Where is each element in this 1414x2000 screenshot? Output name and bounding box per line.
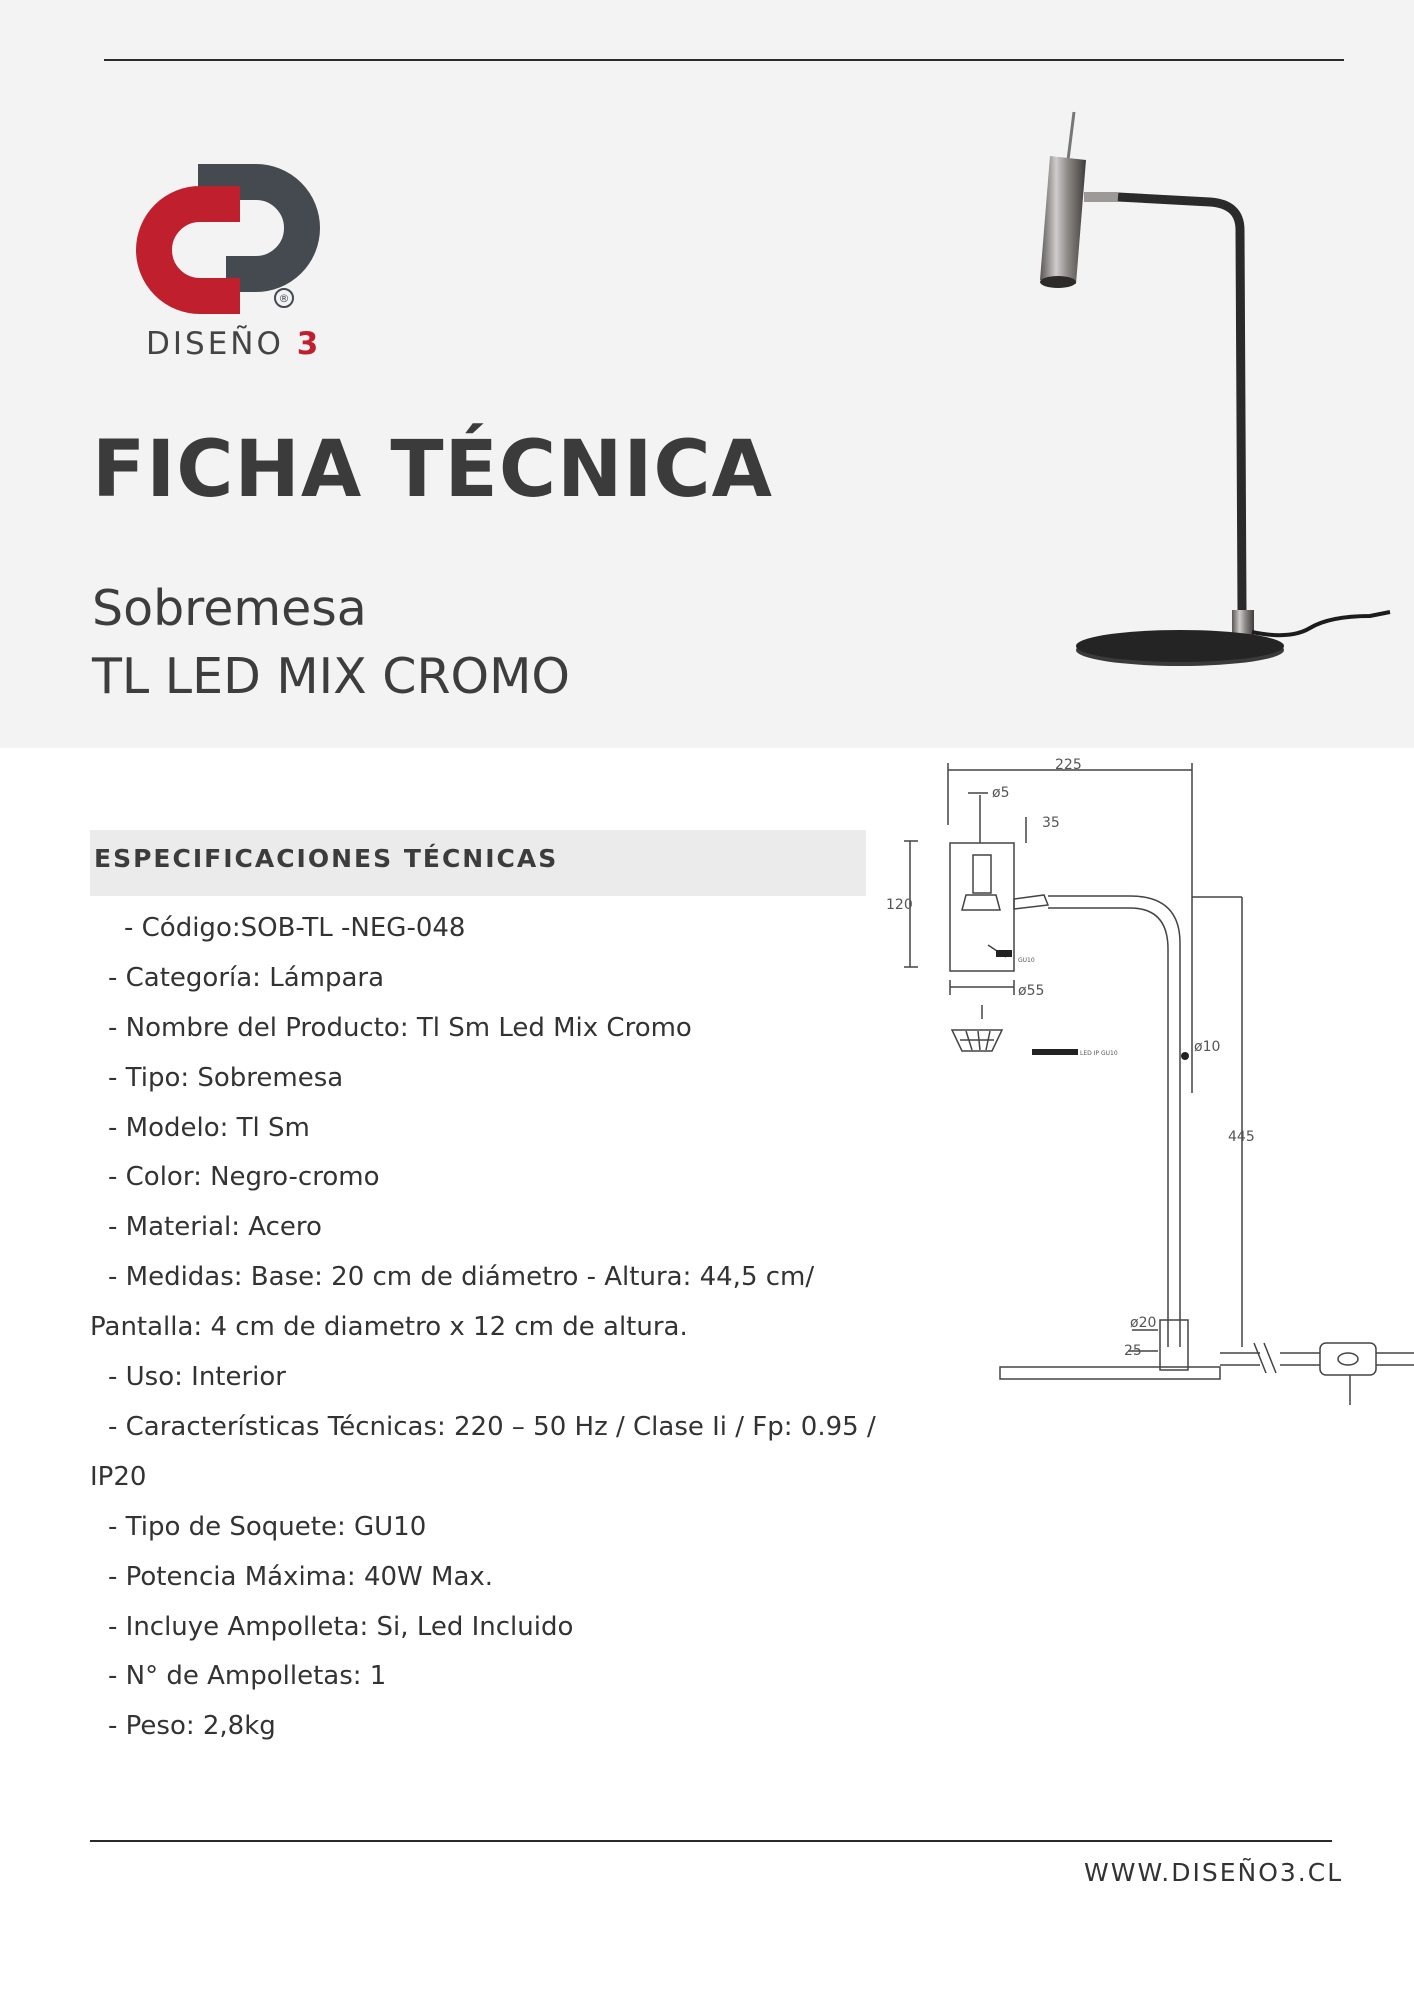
product-category: Sobremesa: [92, 580, 367, 637]
specs-heading: ESPECIFICACIONES TÉCNICAS: [94, 844, 559, 873]
spec-line: - N° de Ampolletas: 1: [108, 1661, 387, 1691]
bottom-divider: [90, 1840, 1332, 1842]
spec-line: - Color: Negro-cromo: [108, 1162, 380, 1192]
dim-height: 445: [1228, 1129, 1255, 1145]
spec-line: - Uso: Interior: [108, 1362, 287, 1392]
spec-line: - Tipo: Sobremesa: [108, 1063, 344, 1093]
website-link[interactable]: WWW.DISEÑO3.CL: [1084, 1858, 1344, 1887]
spec-line: - Código:SOB-TL -NEG-048: [124, 913, 466, 943]
spec-line: - Potencia Máxima: 40W Max.: [108, 1562, 494, 1592]
spec-line: - Categoría: Lámpara: [108, 963, 385, 993]
spec-line: IP20: [90, 1462, 147, 1492]
spec-line: - Incluye Ampolleta: Si, Led Incluido: [108, 1612, 574, 1642]
brand-name: DISEÑO 3: [146, 326, 322, 362]
label-led: LED IP GU10: [1080, 1050, 1118, 1057]
dim-stem-height: 25: [1124, 1343, 1142, 1359]
dim-base-shade: ø55: [1018, 983, 1045, 999]
spec-line: Pantalla: 4 cm de diametro x 12 cm de altura.: [90, 1312, 688, 1342]
spec-line: - Material: Acero: [108, 1212, 322, 1242]
dim-offset: 35: [1042, 815, 1060, 831]
spec-line: - Modelo: Tl Sm: [108, 1113, 310, 1143]
dim-arm-diam: ø10: [1194, 1039, 1221, 1055]
product-name: TL LED MIX CROMO: [92, 648, 570, 705]
lamp-photo: [990, 100, 1410, 680]
dim-width: 225: [1055, 757, 1082, 773]
dim-shade-height: 120: [886, 897, 913, 913]
spec-line: - Características Técnicas: 220 – 50 Hz / Clase Ii / Fp: 0.95 /: [108, 1412, 876, 1442]
spec-line: - Tipo de Soquete: GU10: [108, 1512, 427, 1542]
spec-line: - Medidas: Base: 20 cm de diámetro - Altura: 44,5 cm/: [108, 1262, 815, 1292]
page-title: FICHA TÉCNICA: [92, 425, 773, 515]
dim-shade-diam: ø5: [992, 785, 1010, 801]
registered-mark: ®: [278, 292, 290, 305]
top-divider: [104, 59, 1344, 61]
label-gu10: GU10: [1018, 957, 1035, 964]
spec-line: - Peso: 2,8kg: [108, 1711, 276, 1741]
dim-stem-diam: ø20: [1130, 1315, 1157, 1331]
technical-drawing: [886, 755, 1414, 1420]
spec-line: - Nombre del Producto: Tl Sm Led Mix Cromo: [108, 1013, 692, 1043]
